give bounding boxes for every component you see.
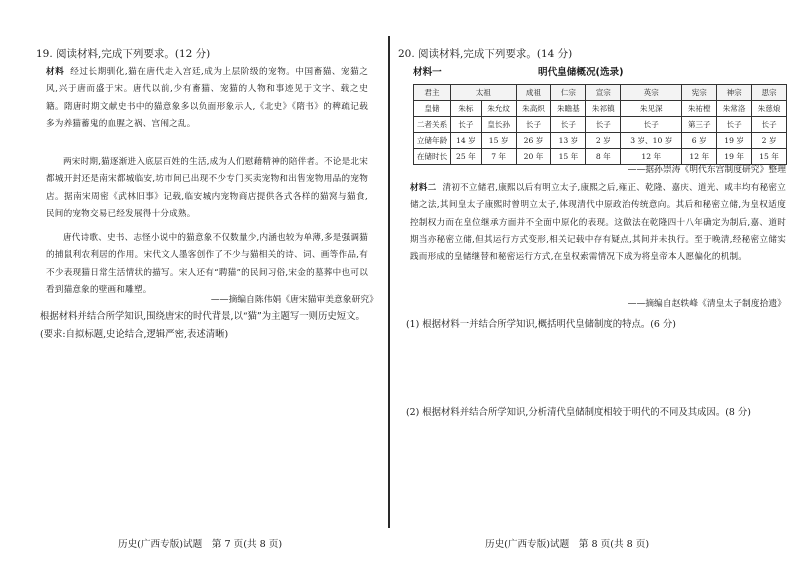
table-row: 立储年龄 14 岁 15 岁 26 岁 13 岁 2 岁 3 岁、10 岁 6 岁 19 岁 2 岁 xyxy=(414,133,787,149)
material-2-label: 材料二 xyxy=(410,183,437,193)
page-footer: 历史(广西专版)试题 第 7 页(共 8 页) xyxy=(118,539,283,550)
material-2-source: ——摘编自赵轶峰《清皇太子制度拾遗》 xyxy=(627,299,786,309)
table-row: 皇储 朱标 朱允炆 朱高炽 朱瞻基 朱祁镇 朱见深 朱祐樘 朱常洛 朱慈烺 xyxy=(414,101,787,117)
page-footer: 历史(广西专版)试题 第 8 页(共 8 页) xyxy=(485,539,650,550)
material-paragraph-1: 材料 经过长期驯化,猫在唐代走入宫廷,成为上层阶级的宠物。中国畜猫、宠猫之风,兴于唐而盛于宋。唐代以前,少有畜猫、宠猫的人物和事迹见于文字、载之史籍。隋唐时期文献史书中的猫意象多以负面形象示人,《北史》《隋书》的稗疏记载多为养猫蓄鬼的血腥之祸、宫闱之乱。 xyxy=(46,67,369,129)
material-source: ——摘编自陈伟娟《唐宋猫审美意象研究》 xyxy=(210,295,378,305)
material-1-label: 材料一 xyxy=(413,67,442,78)
question-20-title: 20. 阅读材料,完成下列要求。(14 分) xyxy=(398,48,573,60)
material-2-paragraph: 材料二 清初不立储君,康熙以后有明立太子,康熙之后,雍正、乾隆、嘉庆、道光、咸丰均有秘密立储之法,其间皇太子康熙时曾明立太子,体现清代中原政治传统意向。其后和秘密立储,为皇权适度控制权力而在皇位继承方面并不全面中原化的表现。这做法在乾隆四十八年确定为制后,嘉、道时期当亦秘密立储,但其运行方式变形,相关记载中存有疑点,其间并未执行。至于晚清,经秘密立储实践而形成的皇储继替和秘密运行方式,在皇权索需情况下成为将皇帝本人愿偏化的机制。 xyxy=(410,183,786,263)
table-title: 明代皇储概况(选录) xyxy=(538,67,624,78)
question-20-part-2: (2) 根据材料并结合所学知识,分析清代皇储制度相较于明代的不同及其成因。(8 分) xyxy=(406,407,751,418)
table-row: 在储时长 25 年 7 年 20 年 15 年 8 年 12 年 12 年 19 年 15 年 xyxy=(414,149,787,165)
material-paragraph-2: 两宋时期,猫逐渐进入底层百姓的生活,成为人们慰藉精神的陪伴者。不论是北宋都城开封还是南宋都城临安,坊市间已出现不少专门买卖宠物和出售宠物用品的宠物店。据南宋周密《武林旧事》记载,临安城内宠物商店提供各式各样的猫窝与猫食,民间的宠物交易已经发展得十分成熟。 xyxy=(46,157,368,219)
table-source: ——据孙崇涛《明代东宫制度研究》整理 xyxy=(627,165,786,175)
question-19-title: 19. 阅读材料,完成下列要求。(12 分) xyxy=(36,48,211,60)
crown-prince-table xyxy=(413,84,787,165)
material-label: 材料 xyxy=(46,67,65,77)
question-20-part-1: (1) 根据材料一并结合所学知识,概括明代皇储制度的特点。(6 分) xyxy=(406,319,676,330)
table-row: 君主 太祖 成祖 仁宗 宣宗 英宗 宪宗 神宗 思宗 xyxy=(414,85,787,101)
question-19-task: 根据材料并结合所学知识,围绕唐宋的时代背景,以“猫”为主题写一则历史短文。(要求:自拟标题,史论结合,逻辑严密,表述清晰) xyxy=(40,311,365,340)
page-divider xyxy=(388,36,390,528)
material-paragraph-3: 唐代诗歌、史书、志怪小说中的猫意象不仅数量少,内涵也较为单薄,多是强调猫的捕鼠利农利居的作用。宋代文人墨客创作了不少与猫相关的诗、词、画等作品,有不少表现猫日常生活情状的描写。宋人还有“聘猫”的民间习俗,宋金的墓葬中也可以看到猫意象的壁画和雕塑。 xyxy=(46,233,368,295)
table-row: 二者关系 长子 皇长孙 长子 长子 长子 长子 第三子 长子 长子 xyxy=(414,117,787,133)
